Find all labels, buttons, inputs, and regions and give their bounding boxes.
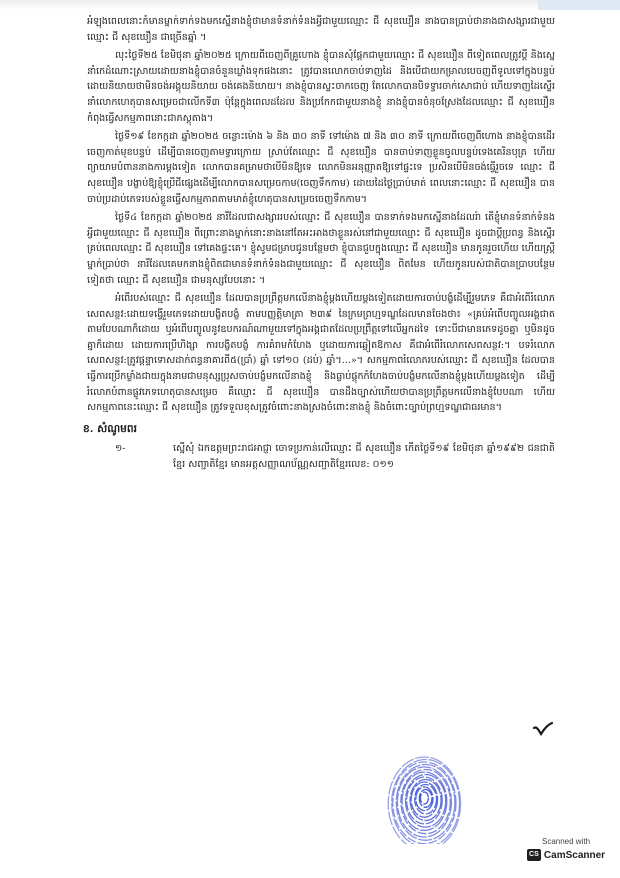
- watermark-brand: CamScanner: [543, 849, 606, 861]
- request-text: ស្នើសុំ ឯកឧត្តមព្រះរាជអាជ្ញា ចោទប្រកាន់លើឈ្មោះ ជី សុខឃឿន កើតថ្ងៃទី១៩ ខែមិថុនា ឆ្នាំ១៩៩២ ជនជាតិខ្មែរ សញ្ជាតិខ្មែរ មានអត្តសញ្ញាណប័ណ្ណសញ្ជាតិខ្មែរលេខ: ០១១: [173, 443, 555, 471]
- document-body: [83, 14, 555, 473]
- scan-corner-shade: [538, 0, 620, 10]
- scan-top-band: [0, 0, 620, 10]
- request-number: ១-: [115, 443, 126, 455]
- thumbprint-ridge: [420, 792, 428, 804]
- section-title: ខ. សំណូមពរ: [83, 422, 137, 435]
- paragraph-1: អំឡុងពេលនោះកំមានម្នាក់ទាក់ទងមកស្នើនាងខ្ញុំថាមានទំនាក់ទំនងអ្វីជាមួយឈ្មោះ ជី សុខឃឿន នាងបានប្រាប់ថានាងជាសង្សារជាមួយឈ្មោះ ជី សុខឃឿន ជាច្រើនឆ្នាំ ។: [87, 16, 555, 43]
- request-item: [87, 441, 555, 472]
- handwritten-check-mark: [532, 719, 554, 737]
- paragraph-3: ថ្ងៃទី១៩ ខែកក្កដា ឆ្នាំ២០២៥ ចន្លោះម៉ោង ៦ និង ៣០ នាទី ទៅម៉ោង ៧ និង ៣០ នាទី ក្រោយពីចេញពីហោង នាងខ្ញុំបានដើរចេញកាត់មុខបន្ទប់ ដើម្បីបានចេញតាមទ្វារក្រោយ ស្រាប់តែឈ្មោះ ជី សុខឃឿន បានចាប់ទាញខ្លួនចូលបន្ទប់ទេងគេរិនបុត្រ ហើយព្យាយាមបំពាននាងការម្ដងទៀត លោកបានគម្រាមថាបើមិនឱ្យទេ លោកមិនអនុញ្ញាតឱ្យទៅផ្ទះទេ ប្រសិនបើមិនចង់ធ្វើរួចទេ ឈ្មោះ ជី សុខឃឿន បង្ខាប់ឱ្យខ្ញុំប្រើជីផ្សេងដើម្បីលោកបានសម្រេចកាម(ចេញទឹកកាម) ដោយដៃថ្ងៃប្រាប់មាត់ ពេលនោះឈ្មោះ ជី សុខឃឿន បានចាប់ប្រដាប់ភេទរបស់ខ្លួនធ្វើសកម្មភាពតាមមាត់ខ្ញុំហេតុបានសម្រេចចេញទឹកកាម។: [87, 131, 555, 205]
- thumbprint-ridge: [402, 772, 447, 830]
- paragraph-2: លុះថ្ងៃទី២៥ ខែមិថុនា ឆ្នាំ២០២៥ ក្រោយពីចេញពីគ្រូហោង ខ្ញុំបានសុំផ្ដែកជាមួយឈ្មោះ ជី សុខឃឿន ពីទៀតពេលត្រូវប្ដី និងស្នេនាំកេដំណោះស្រាយដោយនាងខ្ញុំបានចំនួនឃ្លាំងទុកផងនោះ ត្រូវបានលោកចាប់ទាញដៃ និងបើជាយកម្រាលបេចញពីទូលទៅក្នុងបន្ទប់ ដោយនិយាយថាមិនចង់អង្គុយនិយាយ ចង់គេងនិយាយ។ នាងខ្ញុំបានស្ទះចាកចេញ តែលោកបានបិទទ្វារចាក់សោជាប់ ហើយទាញដៃស្ទើរនាំលោកហេតុបានសម្រេចជាលើកទី៣ ប៉ុន្តែក្នុងពេលដដែល និងប្រកែកជាមួយនាងខ្ញុំ នាងខ្ញុំបានចំនុចស្រែងដែលឈ្មោះ ជី សុខឃឿន កំពុងធ្វើសកម្មភាពនោះជាភស្តុតាង។: [87, 50, 555, 124]
- watermark-caption: Scanned with: [541, 837, 591, 846]
- watermark-brand-row: [520, 849, 612, 861]
- thumbprint-image: [387, 748, 463, 844]
- camscanner-logo-icon: CS: [527, 849, 541, 861]
- camscanner-watermark: [520, 836, 612, 872]
- paragraph-5: អំពើរបស់ឈ្មោះ ជី សុខឃឿន ដែលបានប្រព្រឹត្តមកលើនាងខ្ញុំម្ដងហើយម្ដងទៀតដោយការចាប់បង្ខំដើម្បីរួមភេទ គឺជាអំពើរំលោភសេពសន្ថវ:ដោយទង្វើរួមភេទដោយបង្ខិតបង្ខំ តាមបញ្ញត្តិមាត្រា ២៣៩ នៃក្រមព្រហ្មទណ្ឌដែលមានចែងថា៖ «គ្រប់អំពើបញ្ចូលអង្គជាត តាមបែបណាក៏ដោយ ឬអំពើបញ្ចូលនូវឧបករណ៍ណាមួយទៅក្នុងអង្គជាតដែលប្រព្រឹត្តទៅលើអ្នកដទៃ ទោះបីជាមានភេទដូចគ្នា ឬមិនដូចគ្នាក៏ដោយ ដោយការប្រើហិង្សា ការបង្ខិតបង្ខំ ការគំរាមកំហែង ឬដោយការឆ្លៀតឱកាស គឺជាអំពើរំលោភសេពសន្ថវ:។ បទរំលោភសេពសន្ថវ:ត្រូវផ្តន្ទាទោសដាក់ពន្ធនាគារពី៥(ប្រាំ) ឆ្នាំ ទៅ១០ (ដប់) ឆ្នាំ។...»។ សកម្មភាពរំលោភរបស់ឈ្មោះ ជី សុខឃឿន ដែលបានធ្វើការប្រើកម្លាំងជាយក្នុងនាមជាមនុស្សប្រុសចាប់បង្ខំមកលើនាងខ្ញុំ និងធ្លាប់ផ្ដុកកំហែងចាប់បង្ខំមកលើនាងខ្ញុំម្ដងហើយម្ដងទៀត ដើម្បីរំលោភបំពានផ្លូវភេទហេតុបានសម្រេច គឺឈ្មោះ ជី សុខឃឿន បានដឹងច្បាស់ហើយថាបានប្រព្រឹត្តមកលើនាងខ្ញុំបែបណា ហើយសកម្មភាពនេះឈ្មោះ ជី សុខឃឿន ត្រូវទទួលខុសត្រូវចំពោះនាងស្រងចំពោះនាងខ្ញុំ និងចំពោះច្បាប់ព្រហ្មទណ្ឌជាធរមាន។: [87, 293, 555, 414]
- paragraph-4: ថ្ងៃទី៤ ខែកក្កដា ឆ្នាំ២០២៥ នារីដែលជាសង្សាររបស់ឈ្មោះ ជី សុខឃឿន បានទាក់ទងមកស្នើនាងដែលរ៉ា តើខ្ញុំមានទំនាក់ទំនងអ្វីជាមួយឈ្មោះ ជី សុខឃឿន ពីព្រោះនាងម្នាក់នោះនាងនៅតែអះអាងថាខ្លួនរស់នៅជាមួយឈ្មោះ ជី សុខឃឿន ដូចជាប្ដីប្រពន្ធ និងស្នើរគ្រប់ពេលឈ្មោះ ជី សុខឃឿន ទៅគេងផ្ទះគេ។ ខ្ញុំសូមជម្រាបជូនបន្ថែមថា ខ្ញុំបានជួបក្នុងឈ្មោះ ជី សុខឃឿន មានកូនរួចហើយ ហើយស្ត្រីម្នាក់ប្រាប់ថា នារីដែលគេមកនាងខ្ញុំពិតជាមានទំនាក់ទំនងជាមួយឈ្មោះ ជី សុខឃឿន ពិតមែន ហើយកូនរបស់ជាតិបានប្រាបបន្ថែមទៀតថា ឈ្មោះ ជី សុខឃឿន ជាមនុស្សបែបនោះ ។: [87, 212, 555, 286]
